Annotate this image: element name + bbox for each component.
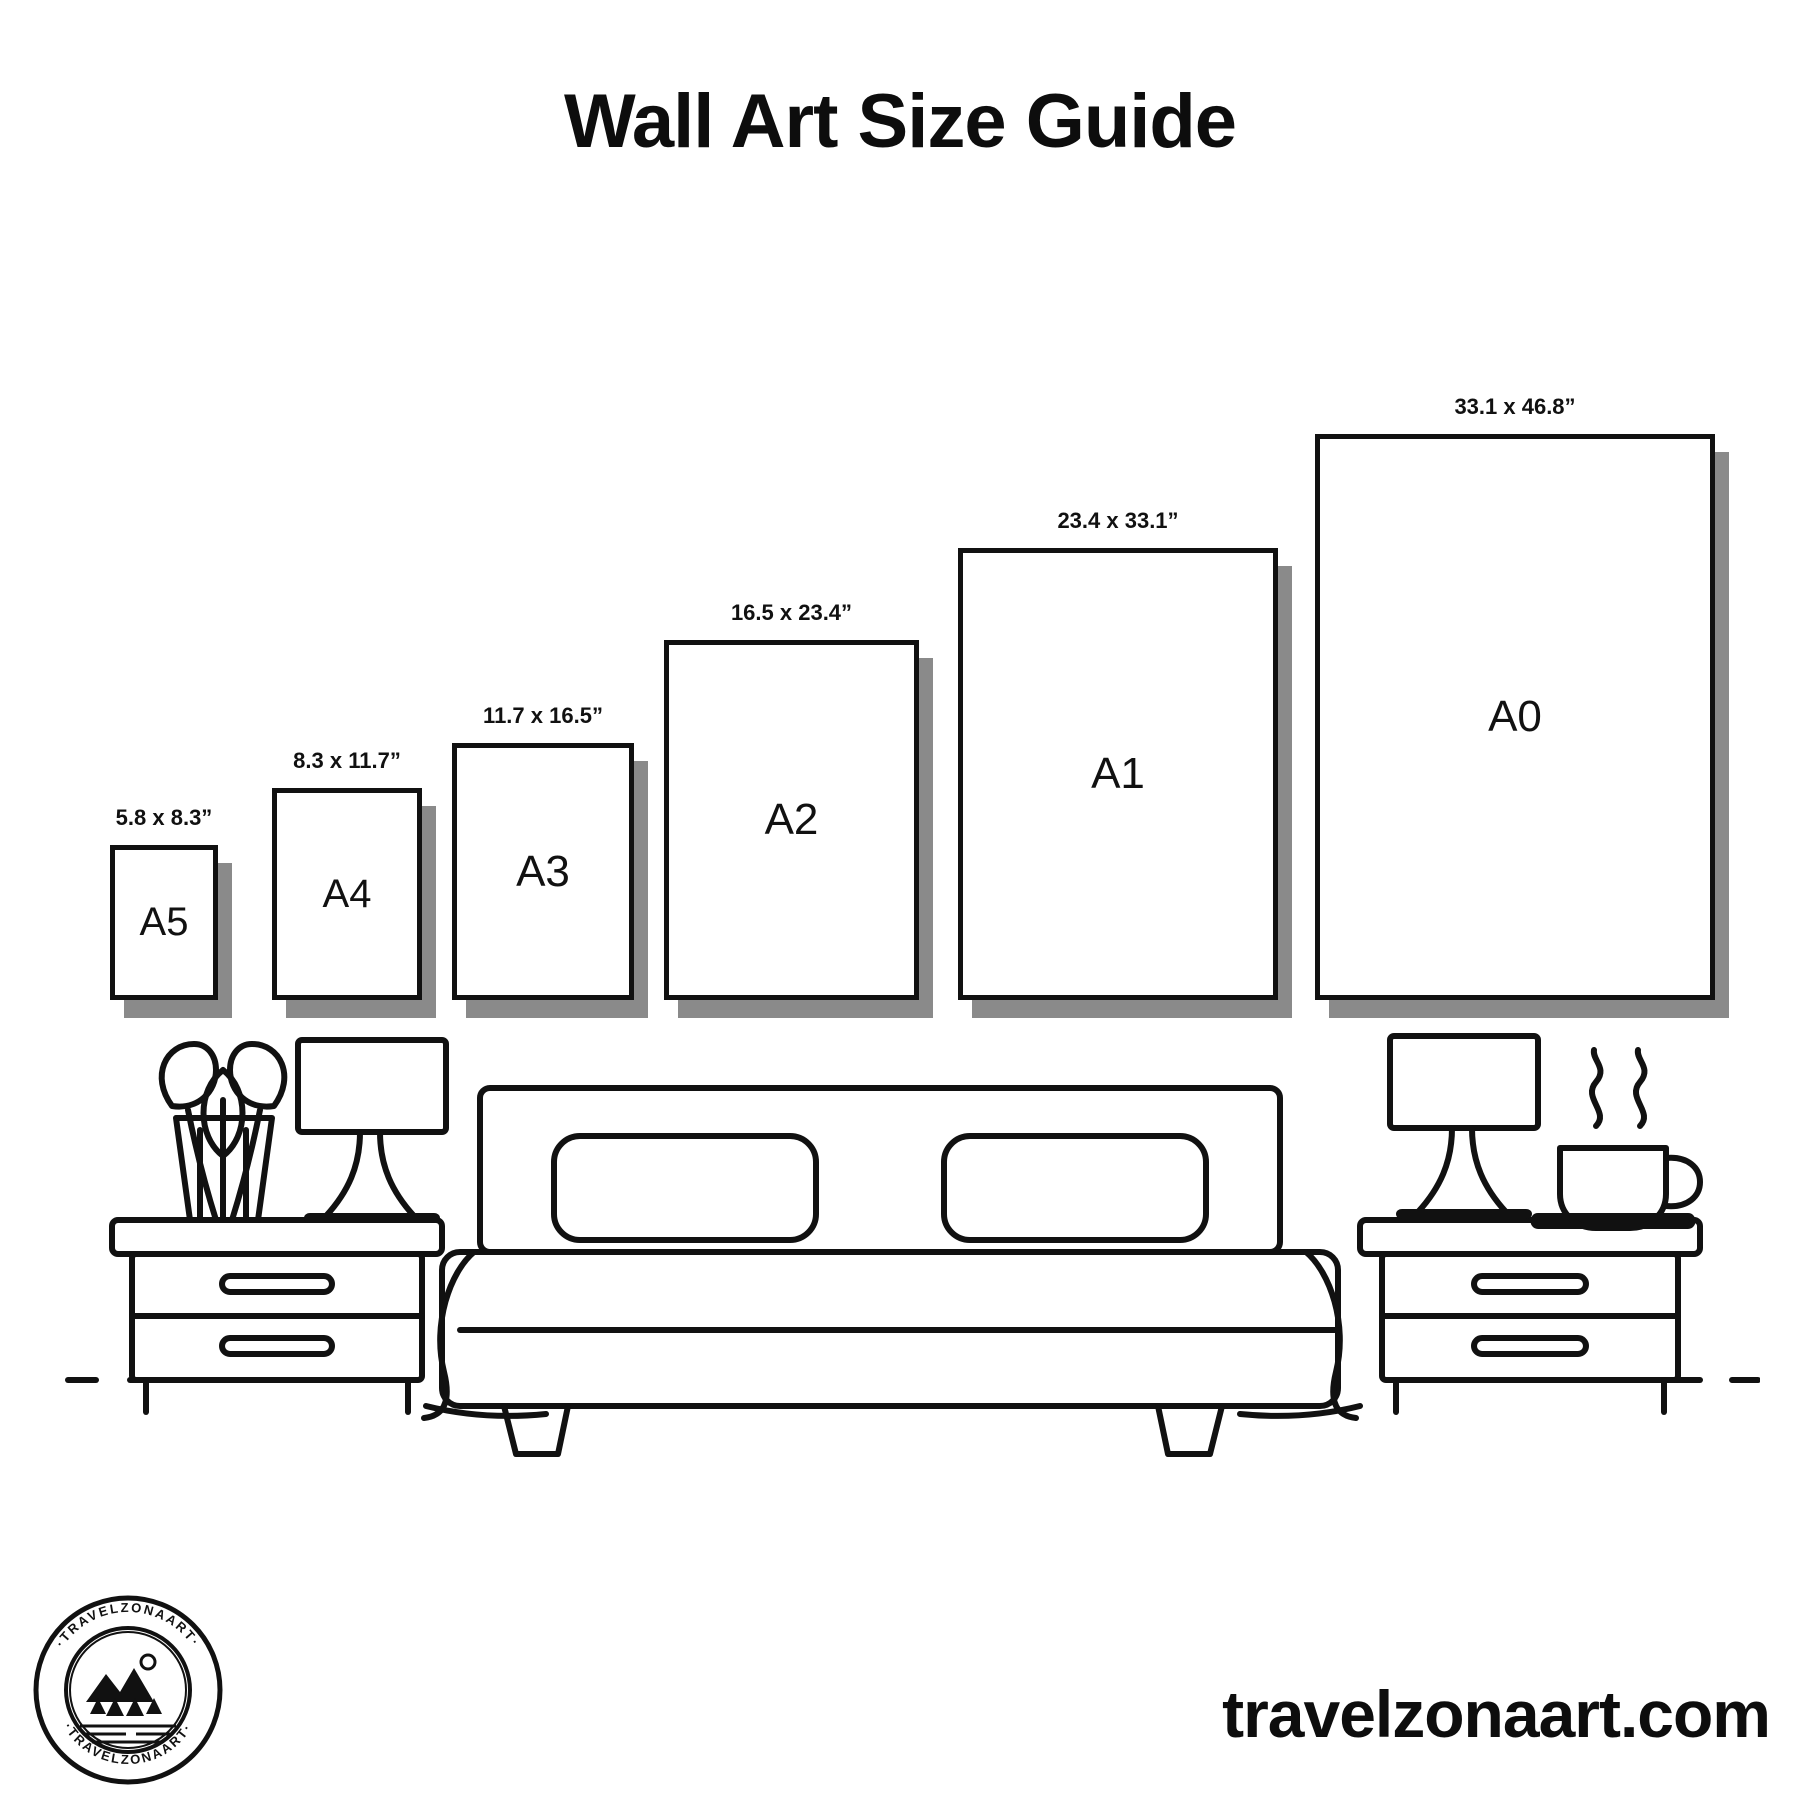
table-lamp-left [298,1040,446,1220]
frame-name-a5: A5 [139,900,189,944]
nightstand-right [1360,1220,1700,1412]
website-url[interactable]: travelzonaart.com [1222,1677,1770,1751]
frame-box-a2[interactable] [664,640,919,1000]
frame-group-a1[interactable] [958,508,1278,1000]
frame-dimensions-a2: 16.5 x 23.4” [730,600,853,625]
bedroom-scene [60,960,1760,1500]
logo-badge [28,1590,228,1790]
frame-group-a2[interactable] [664,600,919,1000]
nightstand-left [112,1220,442,1412]
frame-dimensions-a3: 11.7 x 16.5” [483,703,603,728]
frame-name-a0: A0 [1488,692,1542,741]
frame-name-a1: A1 [1091,749,1145,798]
frame-name-a4: A4 [322,871,372,916]
coffee-cup [1534,1050,1701,1228]
logo-landscape-icon [70,1632,186,1748]
frame-dimensions-a0: 33.1 x 46.8” [1454,394,1576,419]
frame-dimensions-a4: 8.3 x 11.7” [293,748,401,773]
frame-name-a2: A2 [764,795,819,844]
frame-dimensions-a5: 5.8 x 8.3” [115,805,213,830]
frame-group-a0[interactable] [1315,394,1715,1000]
logo-ring-text-top: ·TRAVELZONAART· [52,1599,204,1650]
frame-dimensions-a1: 23.4 x 33.1” [1057,508,1179,533]
bed [424,1088,1360,1454]
frame-name-a3: A3 [516,846,570,896]
travelzonaart-logo[interactable] [28,1590,228,1790]
svg-text:·TRAVELZONAART· [52,1600,203,1650]
frame-box-a1[interactable] [958,548,1278,1000]
plant-vase [162,1044,285,1220]
bedroom-illustration [60,960,1760,1500]
page-title: Wall Art Size Guide [563,79,1237,164]
table-lamp-right [1390,1036,1538,1216]
frame-box-a0[interactable] [1315,434,1715,1000]
logo-ring-text-bottom: ·TRAVELZONAART· [60,1719,196,1768]
